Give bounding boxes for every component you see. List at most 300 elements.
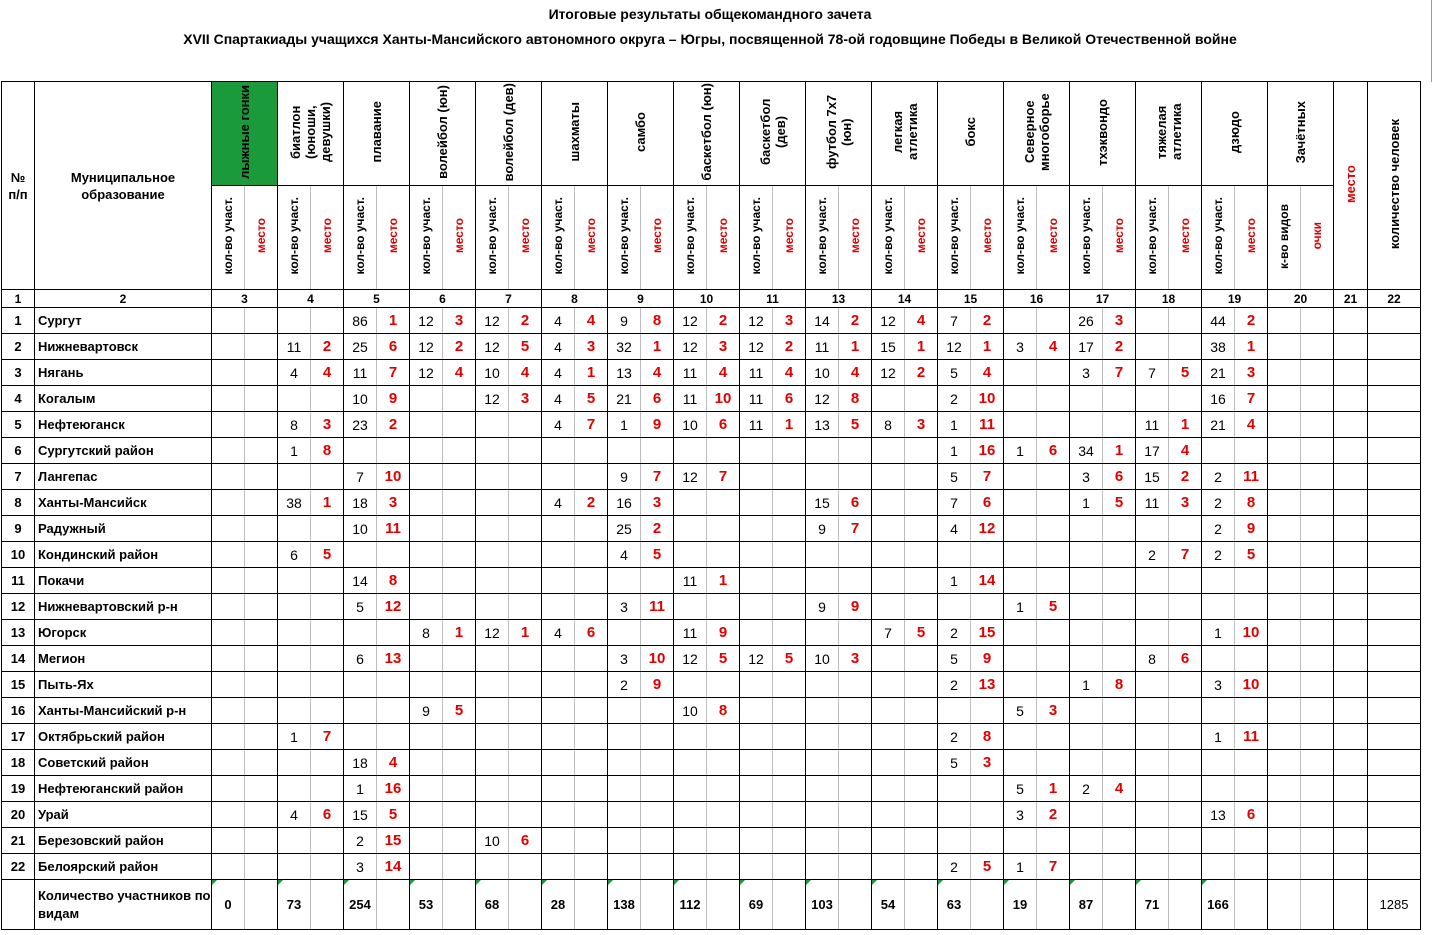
participant-count[interactable]	[278, 854, 311, 880]
colnum[interactable]: 9	[608, 290, 674, 308]
colnum[interactable]: 11	[740, 290, 806, 308]
place-value[interactable]	[509, 646, 542, 672]
place-value[interactable]	[575, 724, 608, 750]
overall-place[interactable]	[1334, 386, 1368, 412]
scored-points[interactable]	[1301, 568, 1334, 594]
participant-count[interactable]	[872, 672, 905, 698]
place-value[interactable]: 3	[575, 334, 608, 360]
municipality-name[interactable]: Пыть-Ях	[35, 672, 212, 698]
place-value[interactable]	[905, 802, 938, 828]
place-value[interactable]	[905, 490, 938, 516]
participant-count[interactable]	[278, 386, 311, 412]
header-scored-sub2[interactable]	[1301, 186, 1334, 290]
participant-count[interactable]	[212, 854, 245, 880]
participant-count[interactable]	[740, 672, 773, 698]
participant-count[interactable]	[740, 828, 773, 854]
participant-count[interactable]	[212, 360, 245, 386]
place-value[interactable]: 5	[839, 412, 872, 438]
place-value[interactable]	[443, 490, 476, 516]
participant-count[interactable]	[674, 672, 707, 698]
header-place-sub[interactable]	[707, 186, 740, 290]
place-value[interactable]: 1	[377, 308, 410, 334]
participant-count[interactable]	[740, 464, 773, 490]
colnum[interactable]: 18	[1136, 290, 1202, 308]
header-sport-15[interactable]	[1136, 82, 1202, 186]
place-value[interactable]: 2	[1235, 308, 1268, 334]
participant-count[interactable]	[476, 412, 509, 438]
place-value[interactable]	[509, 568, 542, 594]
place-value[interactable]	[707, 672, 740, 698]
participant-count[interactable]	[212, 672, 245, 698]
row-number[interactable]: 2	[2, 334, 35, 360]
place-value[interactable]: 10	[641, 646, 674, 672]
place-value[interactable]	[1169, 568, 1202, 594]
participant-count[interactable]	[542, 698, 575, 724]
sport-total-spacer[interactable]	[245, 880, 278, 930]
place-value[interactable]: 5	[575, 386, 608, 412]
place-value[interactable]	[1103, 698, 1136, 724]
people-count[interactable]	[1368, 594, 1421, 620]
place-value[interactable]	[773, 750, 806, 776]
place-value[interactable]	[311, 516, 344, 542]
participant-count[interactable]	[212, 438, 245, 464]
place-value[interactable]: 1	[443, 620, 476, 646]
scored-count[interactable]	[1268, 828, 1301, 854]
participant-count[interactable]	[410, 568, 443, 594]
place-value[interactable]: 15	[377, 828, 410, 854]
footer-empty[interactable]	[2, 880, 35, 930]
place-value[interactable]	[905, 672, 938, 698]
place-value[interactable]: 10	[1235, 620, 1268, 646]
place-value[interactable]	[641, 438, 674, 464]
place-value[interactable]	[1169, 620, 1202, 646]
participant-count[interactable]: 2	[1070, 776, 1103, 802]
participant-count[interactable]: 12	[938, 334, 971, 360]
scored-count[interactable]	[1268, 360, 1301, 386]
participant-count[interactable]: 23	[344, 412, 377, 438]
participant-count[interactable]: 1	[938, 438, 971, 464]
place-value[interactable]: 3	[1037, 698, 1070, 724]
overall-place[interactable]	[1334, 750, 1368, 776]
scored-count[interactable]	[1268, 672, 1301, 698]
place-value[interactable]	[707, 724, 740, 750]
place-value[interactable]	[377, 438, 410, 464]
place-value[interactable]	[575, 464, 608, 490]
place-value[interactable]: 4	[971, 360, 1004, 386]
participant-count[interactable]	[212, 776, 245, 802]
participant-count[interactable]: 10	[476, 828, 509, 854]
participant-count[interactable]	[1070, 828, 1103, 854]
place-value[interactable]: 8	[641, 308, 674, 334]
overall-place[interactable]	[1334, 464, 1368, 490]
place-value[interactable]: 4	[1103, 776, 1136, 802]
participant-count[interactable]: 3	[1004, 334, 1037, 360]
participant-count[interactable]: 11	[806, 334, 839, 360]
place-value[interactable]	[839, 672, 872, 698]
colnum[interactable]: 1	[2, 290, 35, 308]
participant-count[interactable]	[674, 802, 707, 828]
header-count-sub[interactable]	[410, 186, 443, 290]
place-value[interactable]: 11	[1235, 724, 1268, 750]
participant-count[interactable]: 13	[608, 360, 641, 386]
participant-count[interactable]	[740, 750, 773, 776]
place-value[interactable]	[509, 672, 542, 698]
people-count[interactable]	[1368, 334, 1421, 360]
place-value[interactable]	[311, 308, 344, 334]
place-value[interactable]	[509, 854, 542, 880]
people-count[interactable]	[1368, 750, 1421, 776]
participant-count[interactable]: 6	[278, 542, 311, 568]
place-value[interactable]: 3	[905, 412, 938, 438]
participant-count[interactable]	[938, 776, 971, 802]
participant-count[interactable]	[674, 516, 707, 542]
place-value[interactable]: 9	[641, 412, 674, 438]
participant-count[interactable]	[542, 594, 575, 620]
place-value[interactable]	[311, 672, 344, 698]
overall-place[interactable]	[1334, 360, 1368, 386]
row-number[interactable]: 18	[2, 750, 35, 776]
participant-count[interactable]	[212, 386, 245, 412]
participant-count[interactable]: 7	[938, 308, 971, 334]
scored-count[interactable]	[1268, 438, 1301, 464]
place-value[interactable]	[773, 854, 806, 880]
participant-count[interactable]: 34	[1070, 438, 1103, 464]
place-value[interactable]: 11	[1235, 464, 1268, 490]
place-value[interactable]	[245, 360, 278, 386]
place-value[interactable]: 8	[311, 438, 344, 464]
place-value[interactable]	[377, 698, 410, 724]
participant-count[interactable]	[740, 516, 773, 542]
municipality-name[interactable]: Югорск	[35, 620, 212, 646]
row-number[interactable]: 5	[2, 412, 35, 438]
participant-count[interactable]: 12	[806, 386, 839, 412]
place-value[interactable]: 1	[839, 334, 872, 360]
participant-count[interactable]	[278, 568, 311, 594]
participant-count[interactable]	[476, 594, 509, 620]
place-value[interactable]	[509, 412, 542, 438]
place-value[interactable]	[707, 542, 740, 568]
participant-count[interactable]	[608, 724, 641, 750]
place-value[interactable]	[905, 464, 938, 490]
place-value[interactable]	[773, 542, 806, 568]
place-value[interactable]: 3	[443, 308, 476, 334]
place-value[interactable]: 7	[575, 412, 608, 438]
header-count-sub[interactable]	[542, 186, 575, 290]
participant-count[interactable]: 5	[344, 594, 377, 620]
participant-count[interactable]	[410, 438, 443, 464]
place-value[interactable]	[245, 412, 278, 438]
participant-count[interactable]: 10	[476, 360, 509, 386]
place-value[interactable]	[905, 594, 938, 620]
header-sport-10[interactable]	[806, 82, 872, 186]
participant-count[interactable]	[1136, 750, 1169, 776]
municipality-name[interactable]: Сургутский район	[35, 438, 212, 464]
participant-count[interactable]: 8	[1136, 646, 1169, 672]
place-value[interactable]: 15	[971, 620, 1004, 646]
place-value[interactable]	[773, 516, 806, 542]
place-value[interactable]	[641, 828, 674, 854]
participant-count[interactable]	[872, 828, 905, 854]
place-value[interactable]: 11	[971, 412, 1004, 438]
scored-points[interactable]	[1301, 464, 1334, 490]
participant-count[interactable]	[476, 438, 509, 464]
place-value[interactable]	[1169, 672, 1202, 698]
participant-count[interactable]: 9	[806, 516, 839, 542]
participant-count[interactable]	[1202, 646, 1235, 672]
participant-count[interactable]	[410, 776, 443, 802]
place-value[interactable]	[905, 568, 938, 594]
place-value[interactable]	[245, 776, 278, 802]
participant-count[interactable]: 7	[344, 464, 377, 490]
participant-count[interactable]	[1070, 854, 1103, 880]
sport-total-spacer[interactable]	[839, 880, 872, 930]
municipality-name[interactable]: Лангепас	[35, 464, 212, 490]
place-value[interactable]	[773, 438, 806, 464]
municipality-name[interactable]: Урай	[35, 802, 212, 828]
sport-total[interactable]: 54	[872, 880, 905, 930]
participant-count[interactable]: 1	[1070, 672, 1103, 698]
place-value[interactable]	[509, 724, 542, 750]
place-value[interactable]	[1037, 308, 1070, 334]
place-value[interactable]	[1169, 802, 1202, 828]
place-value[interactable]	[905, 854, 938, 880]
place-value[interactable]	[575, 516, 608, 542]
people-count[interactable]	[1368, 802, 1421, 828]
place-value[interactable]	[905, 698, 938, 724]
place-value[interactable]	[1103, 386, 1136, 412]
place-value[interactable]	[641, 802, 674, 828]
participant-count[interactable]	[938, 594, 971, 620]
participant-count[interactable]: 7	[1136, 360, 1169, 386]
place-value[interactable]: 3	[377, 490, 410, 516]
municipality-name[interactable]: Радужный	[35, 516, 212, 542]
place-value[interactable]	[1103, 620, 1136, 646]
place-value[interactable]	[311, 568, 344, 594]
scored-points[interactable]	[1301, 542, 1334, 568]
place-value[interactable]: 4	[1169, 438, 1202, 464]
participant-count[interactable]	[806, 438, 839, 464]
participant-count[interactable]	[542, 646, 575, 672]
participant-count[interactable]: 1	[1004, 438, 1037, 464]
overall-place[interactable]	[1334, 854, 1368, 880]
scored-count[interactable]	[1268, 464, 1301, 490]
participant-count[interactable]	[674, 542, 707, 568]
participant-count[interactable]	[212, 828, 245, 854]
place-value[interactable]: 8	[707, 698, 740, 724]
header-place-sub[interactable]	[443, 186, 476, 290]
place-value[interactable]: 9	[641, 672, 674, 698]
participant-count[interactable]: 12	[674, 334, 707, 360]
place-value[interactable]	[773, 464, 806, 490]
place-value[interactable]: 11	[377, 516, 410, 542]
place-value[interactable]	[641, 776, 674, 802]
place-value[interactable]	[1235, 646, 1268, 672]
place-value[interactable]: 1	[905, 334, 938, 360]
place-value[interactable]	[1169, 516, 1202, 542]
place-value[interactable]	[509, 750, 542, 776]
place-value[interactable]	[245, 698, 278, 724]
place-value[interactable]	[1169, 724, 1202, 750]
participant-count[interactable]	[1070, 750, 1103, 776]
participant-count[interactable]	[212, 308, 245, 334]
place-value[interactable]: 12	[377, 594, 410, 620]
colnum[interactable]: 20	[1268, 290, 1334, 308]
place-value[interactable]: 5	[509, 334, 542, 360]
participant-count[interactable]	[212, 516, 245, 542]
participant-count[interactable]: 2	[344, 828, 377, 854]
participant-count[interactable]	[608, 854, 641, 880]
place-value[interactable]	[245, 516, 278, 542]
scored-points[interactable]	[1301, 750, 1334, 776]
place-value[interactable]	[1037, 360, 1070, 386]
participant-count[interactable]: 3	[344, 854, 377, 880]
place-value[interactable]	[575, 568, 608, 594]
place-value[interactable]	[245, 334, 278, 360]
overall-place[interactable]	[1334, 646, 1368, 672]
participant-count[interactable]	[872, 568, 905, 594]
header-place[interactable]	[1334, 82, 1368, 290]
participant-count[interactable]: 12	[872, 308, 905, 334]
participant-count[interactable]: 14	[344, 568, 377, 594]
participant-count[interactable]	[872, 776, 905, 802]
place-value[interactable]	[839, 750, 872, 776]
participant-count[interactable]: 2	[608, 672, 641, 698]
participant-count[interactable]	[278, 308, 311, 334]
overall-place[interactable]	[1334, 490, 1368, 516]
place-value[interactable]	[1169, 776, 1202, 802]
participant-count[interactable]	[542, 516, 575, 542]
sport-total[interactable]: 138	[608, 880, 641, 930]
place-value[interactable]	[971, 542, 1004, 568]
participant-count[interactable]	[212, 698, 245, 724]
place-value[interactable]: 7	[971, 464, 1004, 490]
participant-count[interactable]	[410, 490, 443, 516]
place-value[interactable]	[1235, 776, 1268, 802]
participant-count[interactable]: 1	[278, 724, 311, 750]
place-value[interactable]	[311, 620, 344, 646]
place-value[interactable]: 2	[377, 412, 410, 438]
participant-count[interactable]	[1202, 776, 1235, 802]
participant-count[interactable]	[938, 542, 971, 568]
place-value[interactable]	[311, 464, 344, 490]
people-count[interactable]	[1368, 542, 1421, 568]
place-value[interactable]	[1037, 724, 1070, 750]
participant-count[interactable]	[674, 854, 707, 880]
place-value[interactable]: 2	[839, 308, 872, 334]
place-value[interactable]: 7	[1037, 854, 1070, 880]
place-value[interactable]	[773, 802, 806, 828]
scored-points[interactable]	[1301, 802, 1334, 828]
place-value[interactable]	[707, 438, 740, 464]
participant-count[interactable]: 4	[542, 412, 575, 438]
place-value[interactable]	[773, 828, 806, 854]
place-value[interactable]: 5	[311, 542, 344, 568]
place-value[interactable]	[443, 672, 476, 698]
participant-count[interactable]: 10	[674, 412, 707, 438]
municipality-name[interactable]: Березовский район	[35, 828, 212, 854]
participant-count[interactable]: 25	[608, 516, 641, 542]
participant-count[interactable]	[476, 776, 509, 802]
place-value[interactable]	[509, 516, 542, 542]
participant-count[interactable]: 15	[344, 802, 377, 828]
participant-count[interactable]	[806, 620, 839, 646]
participant-count[interactable]	[212, 750, 245, 776]
place-value[interactable]	[1037, 412, 1070, 438]
participant-count[interactable]: 2	[1202, 516, 1235, 542]
participant-count[interactable]: 12	[410, 308, 443, 334]
participant-count[interactable]: 1	[1004, 594, 1037, 620]
participant-count[interactable]: 10	[344, 386, 377, 412]
row-number[interactable]: 3	[2, 360, 35, 386]
scored-count[interactable]	[1268, 776, 1301, 802]
place-value[interactable]	[575, 672, 608, 698]
row-number[interactable]: 9	[2, 516, 35, 542]
overall-place[interactable]	[1334, 438, 1368, 464]
participant-count[interactable]	[1136, 620, 1169, 646]
participant-count[interactable]: 5	[1004, 776, 1037, 802]
sport-total-spacer[interactable]	[575, 880, 608, 930]
participant-count[interactable]: 7	[938, 490, 971, 516]
place-value[interactable]: 1	[1037, 776, 1070, 802]
place-value[interactable]	[245, 854, 278, 880]
place-value[interactable]	[641, 854, 674, 880]
participant-count[interactable]: 26	[1070, 308, 1103, 334]
place-value[interactable]	[575, 828, 608, 854]
participant-count[interactable]: 21	[1202, 412, 1235, 438]
place-value[interactable]	[1037, 646, 1070, 672]
grand-total[interactable]: 1285	[1368, 880, 1421, 930]
participant-count[interactable]: 13	[1202, 802, 1235, 828]
participant-count[interactable]	[1136, 672, 1169, 698]
participant-count[interactable]	[740, 438, 773, 464]
participant-count[interactable]	[278, 750, 311, 776]
participant-count[interactable]	[1136, 308, 1169, 334]
participant-count[interactable]	[542, 464, 575, 490]
place-value[interactable]	[839, 802, 872, 828]
place-value[interactable]	[575, 542, 608, 568]
place-value[interactable]	[1103, 724, 1136, 750]
place-value[interactable]: 11	[641, 594, 674, 620]
place-value[interactable]: 7	[377, 360, 410, 386]
municipality-name[interactable]: Мегион	[35, 646, 212, 672]
participant-count[interactable]	[1070, 386, 1103, 412]
place-value[interactable]	[971, 698, 1004, 724]
place-value[interactable]	[971, 802, 1004, 828]
place-value[interactable]: 4	[707, 360, 740, 386]
row-number[interactable]: 11	[2, 568, 35, 594]
place-value[interactable]: 4	[443, 360, 476, 386]
place-value[interactable]	[1037, 386, 1070, 412]
place-value[interactable]	[443, 828, 476, 854]
participant-count[interactable]	[542, 854, 575, 880]
sport-total-spacer[interactable]	[773, 880, 806, 930]
place-value[interactable]	[1037, 620, 1070, 646]
participant-count[interactable]	[410, 724, 443, 750]
row-number[interactable]: 16	[2, 698, 35, 724]
header-sport-5[interactable]	[476, 82, 542, 186]
participant-count[interactable]	[410, 386, 443, 412]
place-value[interactable]: 6	[377, 334, 410, 360]
header-sport-3[interactable]	[344, 82, 410, 186]
footer-scored-2[interactable]	[1301, 880, 1334, 930]
place-value[interactable]	[839, 438, 872, 464]
place-value[interactable]: 16	[971, 438, 1004, 464]
participant-count[interactable]: 11	[344, 360, 377, 386]
colnum[interactable]: 6	[410, 290, 476, 308]
place-value[interactable]: 3	[839, 646, 872, 672]
place-value[interactable]	[443, 750, 476, 776]
participant-count[interactable]	[1070, 594, 1103, 620]
